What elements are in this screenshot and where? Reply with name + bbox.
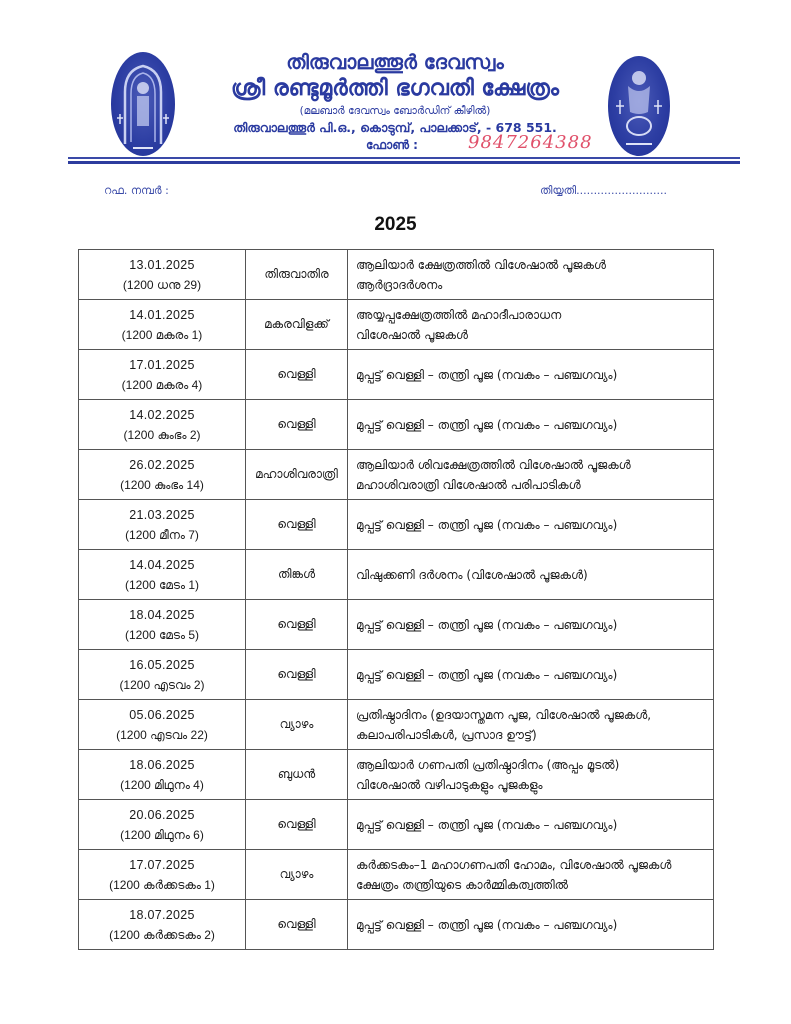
- event-line: ആലിയാർ ശിവക്ഷേത്രത്തിൽ വിശേഷാൽ പൂജകൾ: [356, 457, 631, 472]
- gregorian-date: 20.06.2025: [129, 807, 195, 822]
- date-cell: [79, 600, 246, 650]
- event-line: ആർദ്രാദർശനം: [356, 277, 443, 292]
- table-row: [79, 800, 714, 850]
- date-cell: [79, 750, 246, 800]
- event-cell: [348, 650, 714, 700]
- day-cell: തിരുവാതിര: [246, 250, 348, 300]
- day-cell: മകരവിളക്ക്: [246, 300, 348, 350]
- event-line: മുപ്പട്ട് വെള്ളി – തന്ത്രി പൂജ (നവകം – പഞ്ചഗവ്യം): [356, 667, 618, 682]
- table-row: [79, 250, 714, 300]
- gregorian-date: 21.03.2025: [129, 507, 195, 522]
- event-cell: [348, 700, 714, 750]
- event-line: മുപ്പട്ട് വെള്ളി – തന്ത്രി പൂജ (നവകം – പഞ്ചഗവ്യം): [356, 917, 618, 932]
- gregorian-date: 17.07.2025: [129, 857, 195, 872]
- malayalam-date: (1200 മകരം 1): [121, 327, 203, 342]
- day-cell: വെള്ളി: [246, 500, 348, 550]
- date-cell: [79, 850, 246, 900]
- event-cell: [348, 350, 714, 400]
- board-note: (മലബാർ ദേവസ്വം ബോർഡിന് കീഴിൽ): [299, 105, 491, 117]
- gregorian-date: 14.01.2025: [129, 307, 195, 322]
- date-cell: [79, 550, 246, 600]
- malayalam-date: (1200 കുംഭം 14): [120, 477, 204, 492]
- event-line: കലാപരിപാടികൾ, പ്രസാദ ഊട്ട്): [356, 727, 537, 742]
- table-row: [79, 600, 714, 650]
- event-line: അയ്യപ്പക്ഷേത്രത്തിൽ മഹാദീപാരാധന: [356, 307, 562, 322]
- table-row: [79, 700, 714, 750]
- gregorian-date: 14.04.2025: [129, 557, 195, 572]
- schedule-body: [79, 250, 714, 950]
- event-line: വിശേഷാൽ വഴിപാടുകളും പൂജകളും: [356, 777, 543, 792]
- event-line: ആലിയാർ ക്ഷേത്രത്തിൽ വിശേഷാൽ പൂജകൾ: [356, 257, 606, 272]
- deity-emblem-left-graphic: [111, 52, 175, 156]
- event-cell: [348, 850, 714, 900]
- malayalam-date: (1200 മിഥുനം 4): [120, 777, 204, 792]
- day-cell: തിങ്കൾ: [246, 550, 348, 600]
- malayalam-date: (1200 മീനം 7): [125, 527, 199, 542]
- table-row: [79, 550, 714, 600]
- day-cell: വ്യാഴം: [246, 700, 348, 750]
- header-divider: [68, 161, 740, 164]
- phone-number: 9847264388: [468, 132, 593, 153]
- malayalam-date: (1200 മകരം 4): [121, 377, 203, 392]
- event-cell: [348, 550, 714, 600]
- date-cell: [79, 900, 246, 950]
- table-row: [79, 500, 714, 550]
- malayalam-date: (1200 എടവം 2): [119, 677, 205, 692]
- table-row: [79, 650, 714, 700]
- letterhead: [0, 0, 791, 170]
- gregorian-date: 18.07.2025: [129, 907, 195, 922]
- malayalam-date: (1200 മേടം 5): [124, 627, 200, 642]
- day-cell: വെള്ളി: [246, 800, 348, 850]
- event-line: മുപ്പട്ട് വെള്ളി – തന്ത്രി പൂജ (നവകം – പഞ്ചഗവ്യം): [356, 817, 618, 832]
- event-line: മഹാശിവരാത്രി വിശേഷാൽ പരിപാടികൾ: [356, 477, 581, 492]
- day-cell: വ്യാഴം: [246, 850, 348, 900]
- date-cell: [79, 650, 246, 700]
- deity-emblem-icon: [111, 52, 175, 156]
- day-cell: വെള്ളി: [246, 400, 348, 450]
- gregorian-date: 18.04.2025: [129, 607, 195, 622]
- event-line: ക്ഷേത്രം തന്ത്രിയുടെ കാർമ്മികത്വത്തിൽ: [356, 877, 569, 892]
- day-cell: വെള്ളി: [246, 900, 348, 950]
- date-cell: [79, 800, 246, 850]
- deity-emblem-icon: [608, 56, 670, 156]
- event-line: ആലിയാർ ഗണപതി പ്രതിഷ്ഠാദിനം (അപ്പം മൂടൽ): [356, 757, 620, 772]
- event-cell: [348, 300, 714, 350]
- temple-name: ശ്രീ രണ്ടുമൂർത്തി ഭഗവതി ക്ഷേത്രം: [231, 76, 559, 101]
- event-line: കർക്കടകം–1 മഹാഗണപതി ഹോമം, വിശേഷാൽ പൂജകൾ: [356, 857, 672, 872]
- event-cell: [348, 800, 714, 850]
- event-line: മുപ്പട്ട് വെള്ളി – തന്ത്രി പൂജ (നവകം – പഞ്ചഗവ്യം): [356, 617, 618, 632]
- events-schedule-table: [78, 249, 714, 950]
- date-cell: [79, 400, 246, 450]
- date-cell: [79, 350, 246, 400]
- event-line: മുപ്പട്ട് വെള്ളി – തന്ത്രി പൂജ (നവകം – പഞ്ചഗവ്യം): [356, 417, 618, 432]
- devaswom-name: തിരുവാലത്തൂർ ദേവസ്വം: [286, 50, 504, 74]
- malayalam-date: (1200 എടവം 22): [116, 727, 208, 742]
- table-row: [79, 350, 714, 400]
- event-cell: [348, 750, 714, 800]
- header-divider: [68, 157, 740, 159]
- gregorian-date: 18.06.2025: [129, 757, 195, 772]
- day-cell: വെള്ളി: [246, 650, 348, 700]
- gregorian-date: 26.02.2025: [129, 457, 195, 472]
- day-cell: ബുധൻ: [246, 750, 348, 800]
- malayalam-date: (1200 ധനു 29): [122, 277, 202, 292]
- event-line: വിശേഷാൽ പൂജകൾ: [356, 327, 468, 342]
- malayalam-date: (1200 മേടം 1): [124, 577, 200, 592]
- reference-number-label: റഫ. നമ്പർ :: [104, 184, 169, 197]
- malayalam-date: (1200 മിഥുനം 6): [120, 827, 204, 842]
- gregorian-date: 13.01.2025: [129, 257, 195, 272]
- event-cell: [348, 500, 714, 550]
- gregorian-date: 17.01.2025: [129, 357, 195, 372]
- event-cell: [348, 450, 714, 500]
- table-row: [79, 300, 714, 350]
- day-cell: വെള്ളി: [246, 350, 348, 400]
- table-row: [79, 400, 714, 450]
- date-cell: [79, 450, 246, 500]
- event-line: വിഷുക്കണി ദർശനം (വിശേഷാൽ പൂജകൾ): [356, 567, 588, 582]
- page-title: 2025: [374, 214, 417, 235]
- table-row: [79, 750, 714, 800]
- malayalam-date: (1200 കർക്കടകം 1): [109, 877, 215, 892]
- malayalam-date: (1200 കുംഭം 2): [123, 427, 201, 442]
- day-cell: വെള്ളി: [246, 600, 348, 650]
- event-line: മുപ്പട്ട് വെള്ളി – തന്ത്രി പൂജ (നവകം – പഞ്ചഗവ്യം): [356, 517, 618, 532]
- phone-label: ഫോൺ :: [366, 138, 418, 152]
- event-cell: [348, 250, 714, 300]
- date-cell: [79, 700, 246, 750]
- gregorian-date: 16.05.2025: [129, 657, 195, 672]
- deity-emblem-right-graphic: [608, 56, 670, 156]
- table-row: [79, 850, 714, 900]
- event-cell: [348, 900, 714, 950]
- table-row: [79, 900, 714, 950]
- table-row: [79, 450, 714, 500]
- temple-address: തിരുവാലത്തൂർ പി.ഒ., കൊടുമ്പ്, പാലക്കാട്, - 678 551.: [233, 120, 557, 135]
- date-cell: [79, 300, 246, 350]
- event-line: മുപ്പട്ട് വെള്ളി – തന്ത്രി പൂജ (നവകം – പഞ്ചഗവ്യം): [356, 367, 618, 382]
- date-label: തിയ്യതി..........................: [540, 184, 667, 197]
- gregorian-date: 14.02.2025: [129, 407, 195, 422]
- event-line: പ്രതിഷ്ഠാദിനം (ഉദയാസ്തമന പൂജ, വിശേഷാൽ പൂജകൾ,: [356, 707, 652, 722]
- malayalam-date: (1200 കർക്കടകം 2): [109, 927, 215, 942]
- gregorian-date: 05.06.2025: [129, 707, 195, 722]
- event-cell: [348, 400, 714, 450]
- date-cell: [79, 250, 246, 300]
- day-cell: മഹാശിവരാത്രി: [246, 450, 348, 500]
- date-cell: [79, 500, 246, 550]
- event-cell: [348, 600, 714, 650]
